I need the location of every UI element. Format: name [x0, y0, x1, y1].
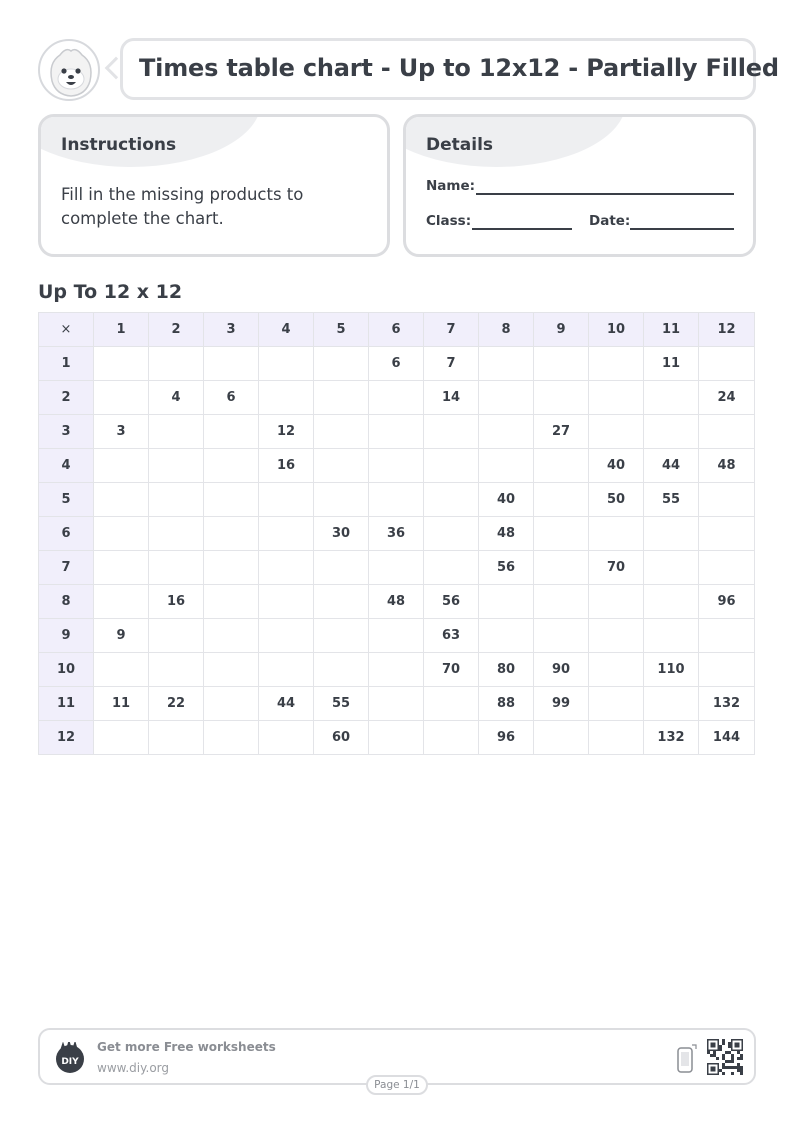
answer-cell-empty[interactable]: [204, 653, 259, 687]
answer-cell-empty[interactable]: [534, 483, 589, 517]
times-table: [38, 312, 755, 755]
answer-cell-empty[interactable]: [204, 415, 259, 449]
answer-cell-empty[interactable]: [479, 381, 534, 415]
answer-cell-empty[interactable]: [314, 653, 369, 687]
row-header: 4: [39, 449, 94, 483]
product-cell: 70: [424, 653, 479, 687]
row-header: 3: [39, 415, 94, 449]
name-label: Name:: [426, 178, 476, 194]
product-cell: 70: [589, 551, 644, 585]
product-cell: 6: [204, 381, 259, 415]
answer-cell-empty[interactable]: [369, 483, 424, 517]
instructions-text: Fill in the missing products to complete the chart.: [61, 185, 304, 228]
answer-cell-empty[interactable]: [314, 619, 369, 653]
product-cell: 56: [424, 585, 479, 619]
product-cell: 96: [479, 721, 534, 755]
answer-cell-empty[interactable]: [259, 619, 314, 653]
answer-cell-empty[interactable]: [699, 415, 755, 449]
table-row: [39, 619, 755, 653]
product-cell: 12: [259, 415, 314, 449]
answer-cell-empty[interactable]: [644, 619, 699, 653]
answer-cell-empty[interactable]: [204, 347, 259, 381]
date-label: Date:: [589, 213, 631, 229]
answer-cell-empty[interactable]: [534, 347, 589, 381]
answer-cell-empty[interactable]: [94, 653, 149, 687]
answer-cell-empty[interactable]: [369, 721, 424, 755]
product-cell: 11: [94, 687, 149, 721]
answer-cell-empty[interactable]: [369, 619, 424, 653]
product-cell: 36: [369, 517, 424, 551]
answer-cell-empty[interactable]: [314, 483, 369, 517]
product-cell: 48: [699, 449, 755, 483]
answer-cell-empty[interactable]: [644, 687, 699, 721]
answer-cell-empty[interactable]: [259, 721, 314, 755]
answer-cell-empty[interactable]: [94, 551, 149, 585]
section-title: Up To 12 x 12: [38, 281, 183, 303]
product-cell: 6: [369, 347, 424, 381]
column-header: 3: [204, 313, 259, 347]
answer-cell-empty[interactable]: [94, 347, 149, 381]
product-cell: 110: [644, 653, 699, 687]
answer-cell-empty[interactable]: [259, 347, 314, 381]
column-header: 1: [94, 313, 149, 347]
row-header: 1: [39, 347, 94, 381]
product-cell: 56: [479, 551, 534, 585]
answer-cell-empty[interactable]: [699, 483, 755, 517]
answer-cell-empty[interactable]: [424, 721, 479, 755]
product-cell: 11: [644, 347, 699, 381]
table-row: [39, 415, 755, 449]
answer-cell-empty[interactable]: [314, 347, 369, 381]
answer-cell-empty[interactable]: [479, 619, 534, 653]
answer-cell-empty[interactable]: [589, 585, 644, 619]
product-cell: 55: [314, 687, 369, 721]
table-row: [39, 381, 755, 415]
answer-cell-empty[interactable]: [534, 381, 589, 415]
answer-cell-empty[interactable]: [589, 347, 644, 381]
answer-cell-empty[interactable]: [94, 483, 149, 517]
row-header: 2: [39, 381, 94, 415]
answer-cell-empty[interactable]: [644, 585, 699, 619]
answer-cell-empty[interactable]: [369, 653, 424, 687]
answer-cell-empty[interactable]: [699, 347, 755, 381]
answer-cell-empty[interactable]: [149, 653, 204, 687]
answer-cell-empty[interactable]: [424, 483, 479, 517]
answer-cell-empty[interactable]: [204, 551, 259, 585]
column-header: 7: [424, 313, 479, 347]
product-cell: 40: [479, 483, 534, 517]
answer-cell-empty[interactable]: [369, 381, 424, 415]
answer-cell-empty[interactable]: [94, 381, 149, 415]
answer-cell-empty[interactable]: [534, 721, 589, 755]
answer-cell-empty[interactable]: [589, 619, 644, 653]
answer-cell-empty[interactable]: [479, 585, 534, 619]
product-cell: 63: [424, 619, 479, 653]
answer-cell-empty[interactable]: [314, 585, 369, 619]
answer-cell-empty[interactable]: [259, 585, 314, 619]
product-cell: 44: [259, 687, 314, 721]
table-row: [39, 517, 755, 551]
answer-cell-empty[interactable]: [204, 721, 259, 755]
date-field[interactable]: [630, 228, 734, 230]
answer-cell-empty[interactable]: [589, 653, 644, 687]
product-cell: 96: [699, 585, 755, 619]
answer-cell-empty[interactable]: [149, 551, 204, 585]
answer-cell-empty[interactable]: [424, 551, 479, 585]
answer-cell-empty[interactable]: [94, 721, 149, 755]
answer-cell-empty[interactable]: [94, 517, 149, 551]
answer-cell-empty[interactable]: [314, 381, 369, 415]
column-header: 8: [479, 313, 534, 347]
product-cell: 16: [149, 585, 204, 619]
answer-cell-empty[interactable]: [699, 517, 755, 551]
product-cell: 132: [699, 687, 755, 721]
answer-cell-empty[interactable]: [534, 619, 589, 653]
page-indicator: Page 1/1: [366, 1075, 428, 1095]
product-cell: 60: [314, 721, 369, 755]
phone-scan-icon: [676, 1042, 698, 1074]
table-row: [39, 721, 755, 755]
table-row: [39, 551, 755, 585]
product-cell: 7: [424, 347, 479, 381]
table-row: [39, 687, 755, 721]
column-header: 10: [589, 313, 644, 347]
product-cell: 99: [534, 687, 589, 721]
answer-cell-empty[interactable]: [314, 415, 369, 449]
diy-logo-icon[interactable]: [54, 1042, 86, 1074]
answer-cell-empty[interactable]: [204, 483, 259, 517]
column-header: 9: [534, 313, 589, 347]
answer-cell-empty[interactable]: [369, 551, 424, 585]
answer-cell-empty[interactable]: [204, 517, 259, 551]
product-cell: 132: [644, 721, 699, 755]
details-card: [403, 114, 756, 257]
product-cell: 16: [259, 449, 314, 483]
answer-cell-empty[interactable]: [644, 381, 699, 415]
row-header: 10: [39, 653, 94, 687]
instructions-heading: Instructions: [61, 135, 177, 155]
product-cell: 48: [479, 517, 534, 551]
answer-cell-empty[interactable]: [259, 517, 314, 551]
answer-cell-empty[interactable]: [149, 619, 204, 653]
answer-cell-empty[interactable]: [204, 585, 259, 619]
answer-cell-empty[interactable]: [589, 721, 644, 755]
product-cell: 4: [149, 381, 204, 415]
column-header: 12: [699, 313, 755, 347]
logo-text: DIY: [61, 1057, 79, 1067]
answer-cell-empty[interactable]: [259, 483, 314, 517]
table-header-row: [39, 313, 755, 347]
table-row: [39, 347, 755, 381]
product-cell: 90: [534, 653, 589, 687]
answer-cell-empty[interactable]: [479, 347, 534, 381]
answer-cell-empty[interactable]: [259, 653, 314, 687]
answer-cell-empty[interactable]: [699, 619, 755, 653]
table-row: [39, 585, 755, 619]
answer-cell-empty[interactable]: [94, 449, 149, 483]
answer-cell-empty[interactable]: [149, 721, 204, 755]
answer-cell-empty[interactable]: [589, 381, 644, 415]
table-row: [39, 653, 755, 687]
column-header: 4: [259, 313, 314, 347]
answer-cell-empty[interactable]: [699, 653, 755, 687]
answer-cell-empty[interactable]: [644, 517, 699, 551]
page-title: Times table chart - Up to 12x12 - Partially Filled: [139, 54, 779, 82]
column-header: 5: [314, 313, 369, 347]
answer-cell-empty[interactable]: [644, 551, 699, 585]
answer-cell-empty[interactable]: [369, 449, 424, 483]
product-cell: 50: [589, 483, 644, 517]
product-cell: 14: [424, 381, 479, 415]
answer-cell-empty[interactable]: [369, 687, 424, 721]
footer-promo: Get more Free worksheets: [97, 1040, 276, 1054]
instructions-card: [38, 114, 390, 257]
title-banner: [120, 38, 779, 100]
answer-cell-empty[interactable]: [149, 449, 204, 483]
product-cell: 30: [314, 517, 369, 551]
answer-cell-empty[interactable]: [424, 449, 479, 483]
class-label: Class:: [426, 213, 472, 229]
product-cell: 3: [94, 415, 149, 449]
answer-cell-empty[interactable]: [149, 347, 204, 381]
answer-cell-empty[interactable]: [149, 517, 204, 551]
answer-cell-empty[interactable]: [589, 517, 644, 551]
product-cell: 44: [644, 449, 699, 483]
answer-cell-empty[interactable]: [149, 415, 204, 449]
mascot-avatar-icon: [38, 39, 100, 101]
footer-link[interactable]: www.diy.org: [97, 1061, 169, 1075]
answer-cell-empty[interactable]: [534, 585, 589, 619]
product-cell: 9: [94, 619, 149, 653]
product-cell: 40: [589, 449, 644, 483]
answer-cell-empty[interactable]: [314, 551, 369, 585]
answer-cell-empty[interactable]: [204, 619, 259, 653]
table-row: [39, 483, 755, 517]
answer-cell-empty[interactable]: [204, 449, 259, 483]
table-row: [39, 449, 755, 483]
product-cell: 88: [479, 687, 534, 721]
answer-cell-empty[interactable]: [314, 449, 369, 483]
name-field[interactable]: [476, 193, 734, 195]
product-cell: 144: [699, 721, 755, 755]
answer-cell-empty[interactable]: [589, 687, 644, 721]
answer-cell-empty[interactable]: [534, 449, 589, 483]
row-header: 5: [39, 483, 94, 517]
answer-cell-empty[interactable]: [424, 517, 479, 551]
answer-cell-empty[interactable]: [534, 517, 589, 551]
row-header: 6: [39, 517, 94, 551]
answer-cell-empty[interactable]: [479, 449, 534, 483]
answer-cell-empty[interactable]: [589, 415, 644, 449]
column-header: 6: [369, 313, 424, 347]
details-heading: Details: [426, 135, 494, 155]
row-header: 9: [39, 619, 94, 653]
row-header: 11: [39, 687, 94, 721]
row-header: 8: [39, 585, 94, 619]
qr-code-icon[interactable]: [707, 1039, 743, 1075]
answer-cell-empty[interactable]: [259, 381, 314, 415]
product-cell: 27: [534, 415, 589, 449]
row-header: 12: [39, 721, 94, 755]
row-header: 7: [39, 551, 94, 585]
answer-cell-empty[interactable]: [644, 415, 699, 449]
answer-cell-empty[interactable]: [424, 687, 479, 721]
product-cell: 55: [644, 483, 699, 517]
answer-cell-empty[interactable]: [94, 585, 149, 619]
product-cell: 80: [479, 653, 534, 687]
answer-cell-empty[interactable]: [479, 415, 534, 449]
product-cell: 48: [369, 585, 424, 619]
answer-cell-empty[interactable]: [699, 551, 755, 585]
table-corner-cell: ×: [39, 313, 94, 347]
product-cell: 22: [149, 687, 204, 721]
product-cell: 24: [699, 381, 755, 415]
answer-cell-empty[interactable]: [369, 415, 424, 449]
answer-cell-empty[interactable]: [204, 687, 259, 721]
column-header: 2: [149, 313, 204, 347]
answer-cell-empty[interactable]: [259, 551, 314, 585]
answer-cell-empty[interactable]: [534, 551, 589, 585]
column-header: 11: [644, 313, 699, 347]
answer-cell-empty[interactable]: [424, 415, 479, 449]
class-field[interactable]: [472, 228, 572, 230]
answer-cell-empty[interactable]: [149, 483, 204, 517]
